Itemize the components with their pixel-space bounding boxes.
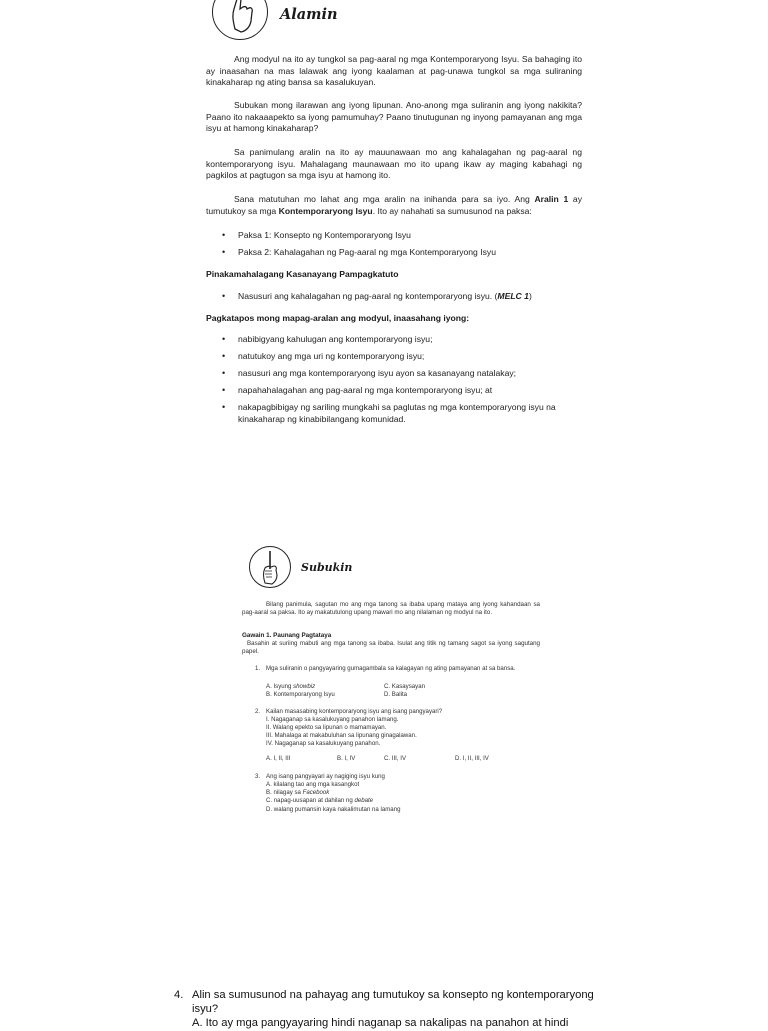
- list-item: • nakapagbibigay ng sariling mungkahi sa paglutas ng mga kontemporaryong isyu na kinakaharap ng kinabibilangang komunidad.: [222, 402, 584, 425]
- q1-option-c: C. Kasaysayan: [384, 683, 425, 690]
- list-item: • nabibigyang kahulugan ang kontemporaryong isyu;: [222, 334, 584, 346]
- alamin-paragraph-3: Sa panimulang aralin na ito ay mauunawaan mo ang kahalagahan ng pag-aaral ng kontemporaryong isyu. Mahalagang maunawaan mo ito upang ikaw ay maging kabahagi ng pagkilos at pagtugon sa mga isyu at hamong ito.: [206, 147, 582, 181]
- kontemporaryong-isyu-label: Kontemporaryong Isyu: [278, 205, 373, 216]
- question-number: 2.: [255, 708, 261, 715]
- list-item: • Paksa 1: Konsepto ng Kontemporaryong Isyu: [222, 230, 582, 242]
- question-4-line-2: isyu?: [192, 1003, 219, 1015]
- aralin-label: Aralin 1: [534, 194, 569, 204]
- list-item: • natutukoy ang mga uri ng kontemporaryong isyu;: [222, 351, 584, 363]
- q3-option-d: D. walang pumansin kaya nakalimutan na lamang: [266, 806, 401, 813]
- melc-text: Nasusuri ang kahalagahan ng pag-aaral ng kontemporaryong isyu. (: [238, 291, 498, 301]
- p4-text-a: Sana matutuhan mo lahat ang mga aralin na inihanda para sa iyo. Ang: [234, 194, 535, 204]
- question-number: 3.: [255, 773, 261, 780]
- q1-option-b: B. Kontemporaryong Isyu: [266, 691, 335, 698]
- list-item: • Paksa 2: Kahalagahan ng Pag-aaral ng mga Kontemporaryong Isyu: [222, 247, 582, 259]
- list-item: • nasusuri ang mga kontemporaryong isyu ayon sa kasanayang natalakay;: [222, 368, 584, 380]
- p4-text-e: . Ito ay nahahati sa sumusunod na paksa:: [372, 205, 532, 216]
- q3-option-b: B. nilagay sa Facebook: [266, 789, 330, 796]
- question-4-option-a: A. Ito ay mga pangyayaring hindi naganap sa nakalipas na panahon at hindi: [192, 1017, 569, 1029]
- question-text: Mga suliranin o pangyayaring gumagambala sa kalagayan ng ating pamayanan at sa bansa.: [266, 665, 516, 672]
- question-number: 1.: [255, 665, 261, 672]
- melc-tag: MELC 1: [497, 291, 529, 301]
- q1-option-d: D. Balita: [384, 691, 408, 698]
- question-4-line-1: Alin sa sumusunod na pahayag ang tumutukoy sa konsepto ng kontemporaryong: [192, 989, 594, 1001]
- q2-option-d: D. I, II, III, IV: [455, 755, 489, 762]
- q3-option-c: C. napag-uusapan at dahilan ng debate: [266, 797, 374, 804]
- question-text: Kailan masasabing kontemporaryong isyu ang isang pangyayari?: [266, 708, 443, 715]
- pointing-hand-icon: [213, 0, 268, 40]
- melc-close: ): [528, 291, 532, 301]
- melc-list: [222, 291, 582, 308]
- list-item: [222, 291, 582, 303]
- alamin-paragraph-4: [206, 194, 582, 217]
- objectives-heading: Pagkatapos mong mapag-aralan ang modyul, inaasahang iyong:: [206, 313, 470, 323]
- q2-option-a: A. I, II, III: [266, 755, 291, 762]
- q2-item-1: I. Nagaganap sa kasalukuyang panahon lamang.: [266, 716, 399, 723]
- q2-item-2: II. Walang epekto sa lipunan o mamamayan.: [266, 724, 387, 731]
- alamin-title: Alamin: [280, 6, 338, 23]
- question-text: Ang isang pangyayari ay nagiging isyu kung: [266, 773, 385, 780]
- list-item: • napahahalagahan ang pag-aaral ng mga kontemporaryong isyu; at: [222, 385, 584, 397]
- p4-text-c: ay tumutukoy sa mga: [206, 194, 582, 216]
- alamin-paragraph-1: Ang modyul na ito ay tungkol sa pag-aaral ng mga Kontemporaryong Isyu. Sa bahaging ito ay inaasahan na mas lalawak ang iyong kaalaman at pag-unawa tungkol sa mga suliraning kinakaharap ng ating bansa sa kasalukuyan.: [206, 54, 582, 88]
- alamin-icon-circle: [212, 0, 268, 40]
- hand-holding-pencil-icon: [250, 547, 291, 588]
- q2-item-4: IV. Nagaganap sa kasalukuyang panahon.: [266, 740, 381, 747]
- question-4-number: 4.: [174, 989, 184, 1001]
- subukin-title: Subukin: [301, 561, 353, 574]
- q2-option-b: B. I, IV: [337, 755, 356, 762]
- alamin-paragraph-2: Subukan mong ilarawan ang iyong lipunan. Ano-anong mga suliranin ang iyong nakikita? Paano ito nakaaapekto sa iyong pamumuhay? Paano tinutugunan ng inyong pamayanan ang mga isyu at hamong kinakaharap?: [206, 100, 582, 134]
- subukin-icon-circle: [249, 546, 291, 588]
- melc-heading: Pinakamahalagang Kasanayang Pampagkatuto: [206, 269, 399, 279]
- paksa-list: [222, 230, 582, 264]
- gawain-title: Gawain 1. Paunang Pagtataya: [242, 632, 332, 639]
- gawain-instructions: Basahin at suriing mabuti ang mga tanong sa ibaba. Isulat ang titik ng tamang sagot sa iyong sagutang papel.: [242, 640, 540, 656]
- q2-item-3: III. Mahalaga at makabuluhan sa lipunang ginagalawan.: [266, 732, 417, 739]
- q2-option-c: C. III, IV: [384, 755, 407, 762]
- q3-option-a: A. kilalang tao ang mga kasangkot: [266, 781, 360, 788]
- q1-option-a: A. Isyung showbiz: [266, 683, 316, 690]
- objectives-list: [222, 334, 584, 431]
- subukin-intro: Bilang panimula, sagutan mo ang mga tanong sa ibaba upang mataya ang iyong kahandaan sa pag-aaral sa paksa. Ito ay makatutulong upang mawari mo ang nilalaman ng modyul na ito.: [242, 601, 540, 617]
